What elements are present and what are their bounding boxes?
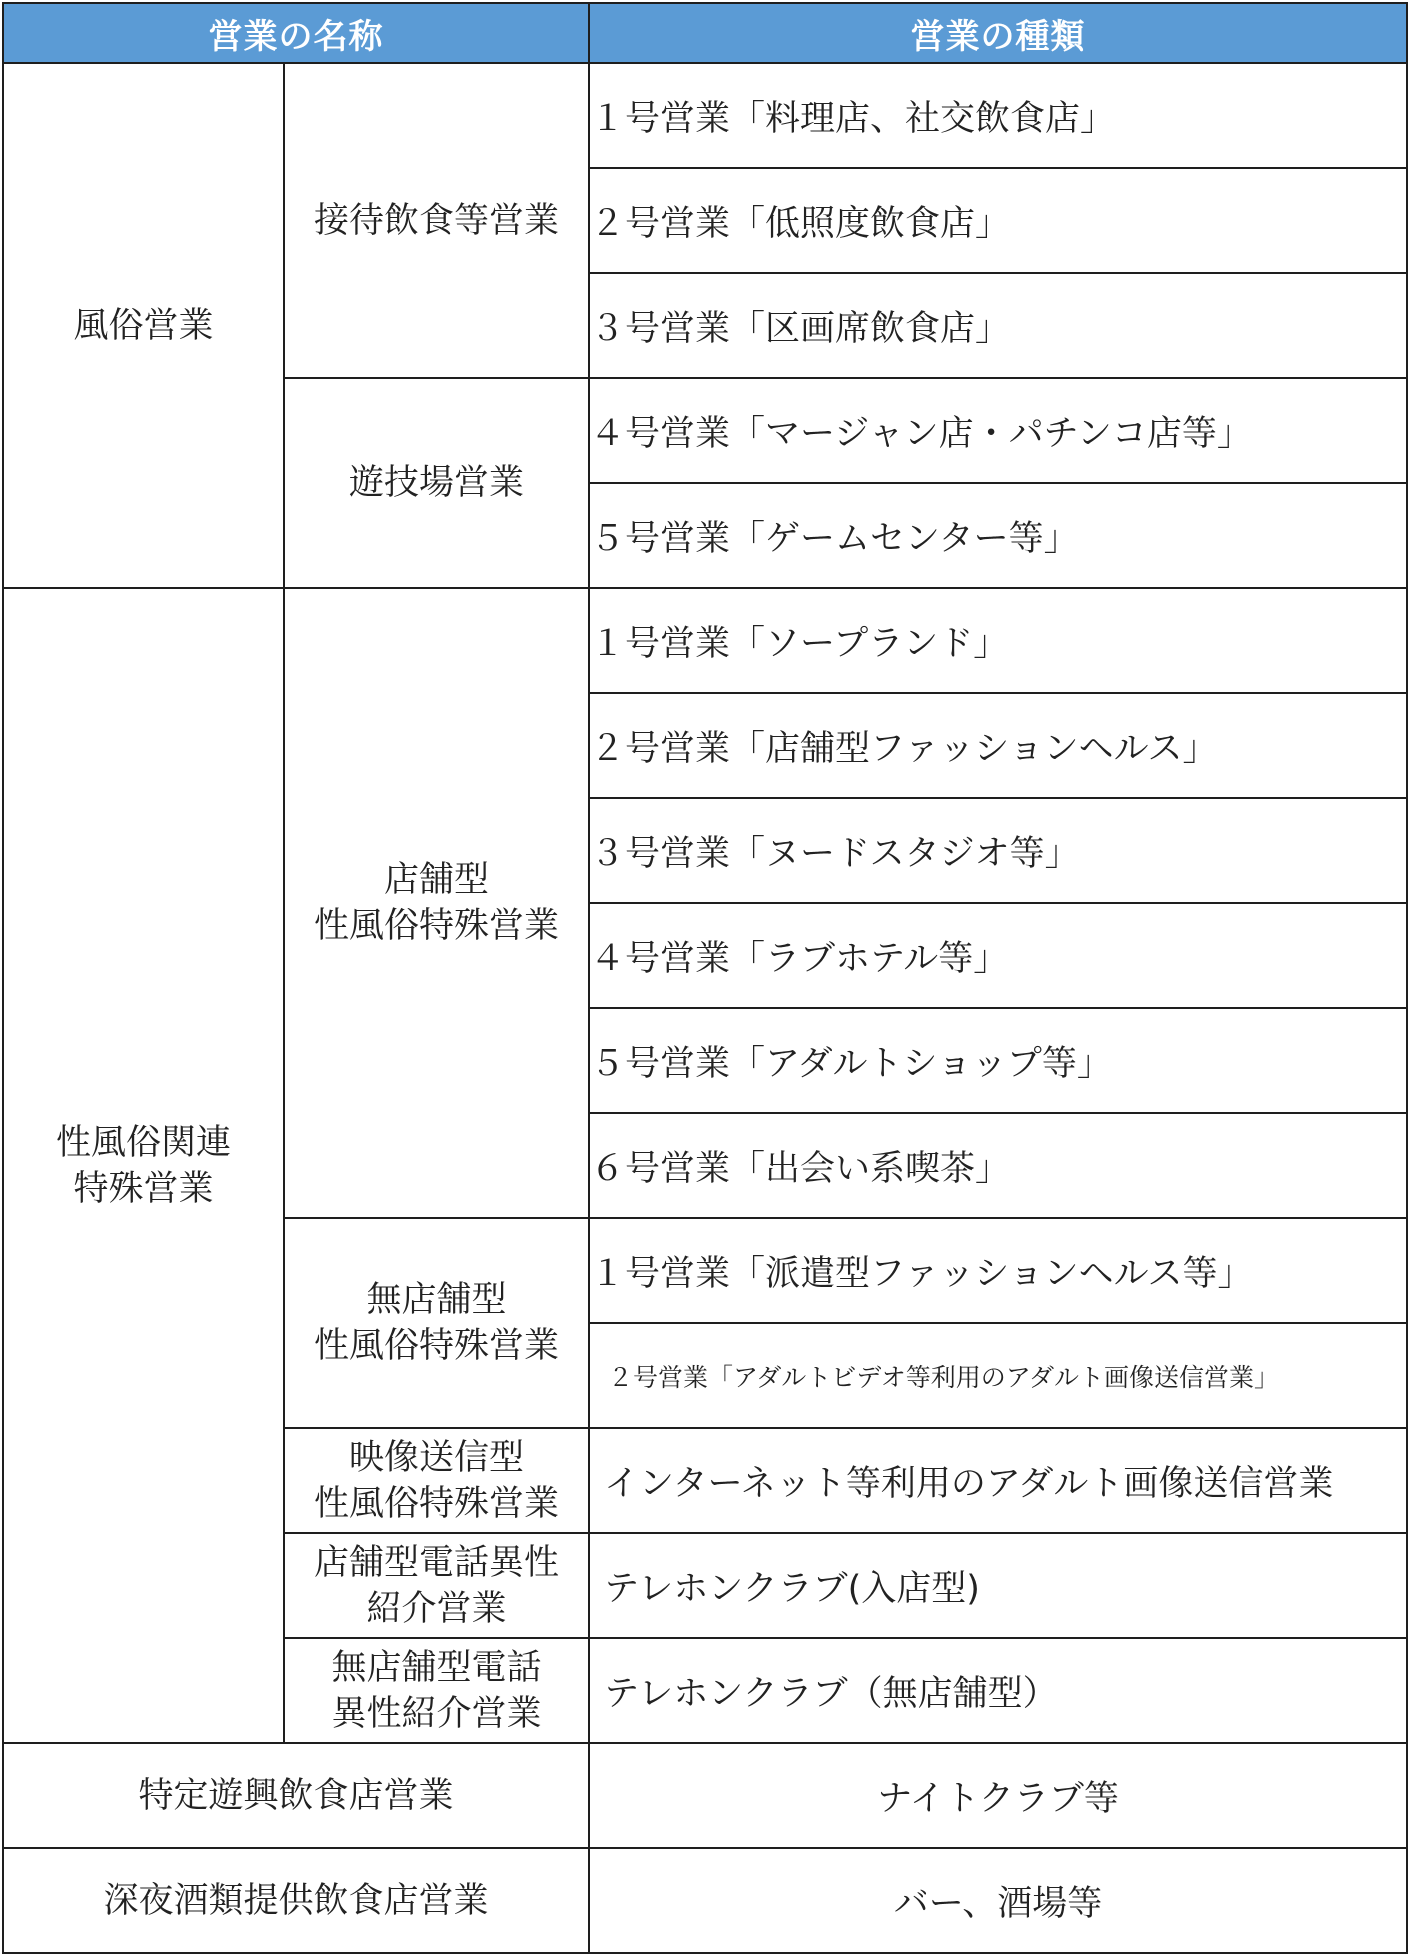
business-type-cell: ５号営業「ゲームセンター等」 [589,483,1407,588]
business-type-cell: インターネット等利用のアダルト画像送信営業 [589,1428,1407,1533]
category-fuzoku: 風俗営業 [3,63,284,588]
business-type-cell: ４号営業「ラブホテル等」 [589,903,1407,1008]
business-type-cell: ３号営業「ヌードスタジオ等」 [589,798,1407,903]
subcategory-settai: 接待飲食等営業 [284,63,589,378]
subcategory-label-line: 性風俗特殊営業 [313,1483,559,1524]
business-type-cell: ２号営業「低照度飲食店」 [589,168,1407,273]
subcategory-label-line: 無店舗型電話 [331,1647,542,1688]
business-type-cell: テレホンクラブ(入店型) [589,1533,1407,1638]
business-type-cell: ナイトクラブ等 [589,1743,1407,1848]
table-header-row [3,3,1407,63]
header-business-type: 営業の種類 [589,3,1407,63]
subcategory-label-line: 性風俗特殊営業 [313,1326,559,1366]
subcategory-mutenpo [284,1218,589,1428]
subcategory-tenpo-tel [284,1533,589,1638]
table-row [3,1848,1407,1953]
category-tokutei: 特定遊興飲食店営業 [3,1743,589,1848]
business-type-cell: ５号営業「アダルトショップ等」 [589,1008,1407,1113]
business-type-cell: １号営業「料理店、社交飲食店」 [589,63,1407,168]
business-type-cell: ２号営業「店舗型ファッションヘルス」 [589,693,1407,798]
subcategory-label-line: 紹介営業 [366,1588,507,1629]
business-type-cell: ２号営業「アダルトビデオ等利用のアダルト画像送信営業」 [589,1323,1407,1428]
subcategory-eizo [284,1428,589,1533]
subcategory-label-line: 店舗型 [383,860,489,900]
subcategory-label-line: 性風俗特殊営業 [313,906,559,946]
business-type-cell: ６号営業「出会い系喫茶」 [589,1113,1407,1218]
category-label-line: 性風俗関連 [55,1122,231,1163]
subcategory-label-line: 映像送信型 [348,1437,524,1478]
business-types-table [2,2,1408,1954]
subcategory-label-line: 店舗型電話異性 [313,1542,559,1583]
business-type-cell: テレホンクラブ（無店舗型） [589,1638,1407,1743]
subcategory-label-line: 異性紹介営業 [331,1693,542,1734]
header-business-name: 営業の名称 [3,3,589,63]
subcategory-mutenpo-tel [284,1638,589,1743]
subcategory-tenpo [284,588,589,1218]
table-row [3,1743,1407,1848]
business-type-cell: バー、酒場等 [589,1848,1407,1953]
category-shinya: 深夜酒類提供飲食店営業 [3,1848,589,1953]
category-label-line: 特殊営業 [73,1168,214,1209]
business-type-cell: ３号営業「区画席飲食店」 [589,273,1407,378]
business-type-cell: １号営業「ソープランド」 [589,588,1407,693]
business-type-cell: ４号営業「マージャン店・パチンコ店等」 [589,378,1407,483]
business-type-cell: １号営業「派遣型ファッションヘルス等」 [589,1218,1407,1323]
table-row [3,63,1407,168]
table-row [3,588,1407,693]
subcategory-label-line: 無店舗型 [366,1280,507,1320]
category-seifuzoku [3,588,284,1743]
subcategory-yugi: 遊技場営業 [284,378,589,588]
